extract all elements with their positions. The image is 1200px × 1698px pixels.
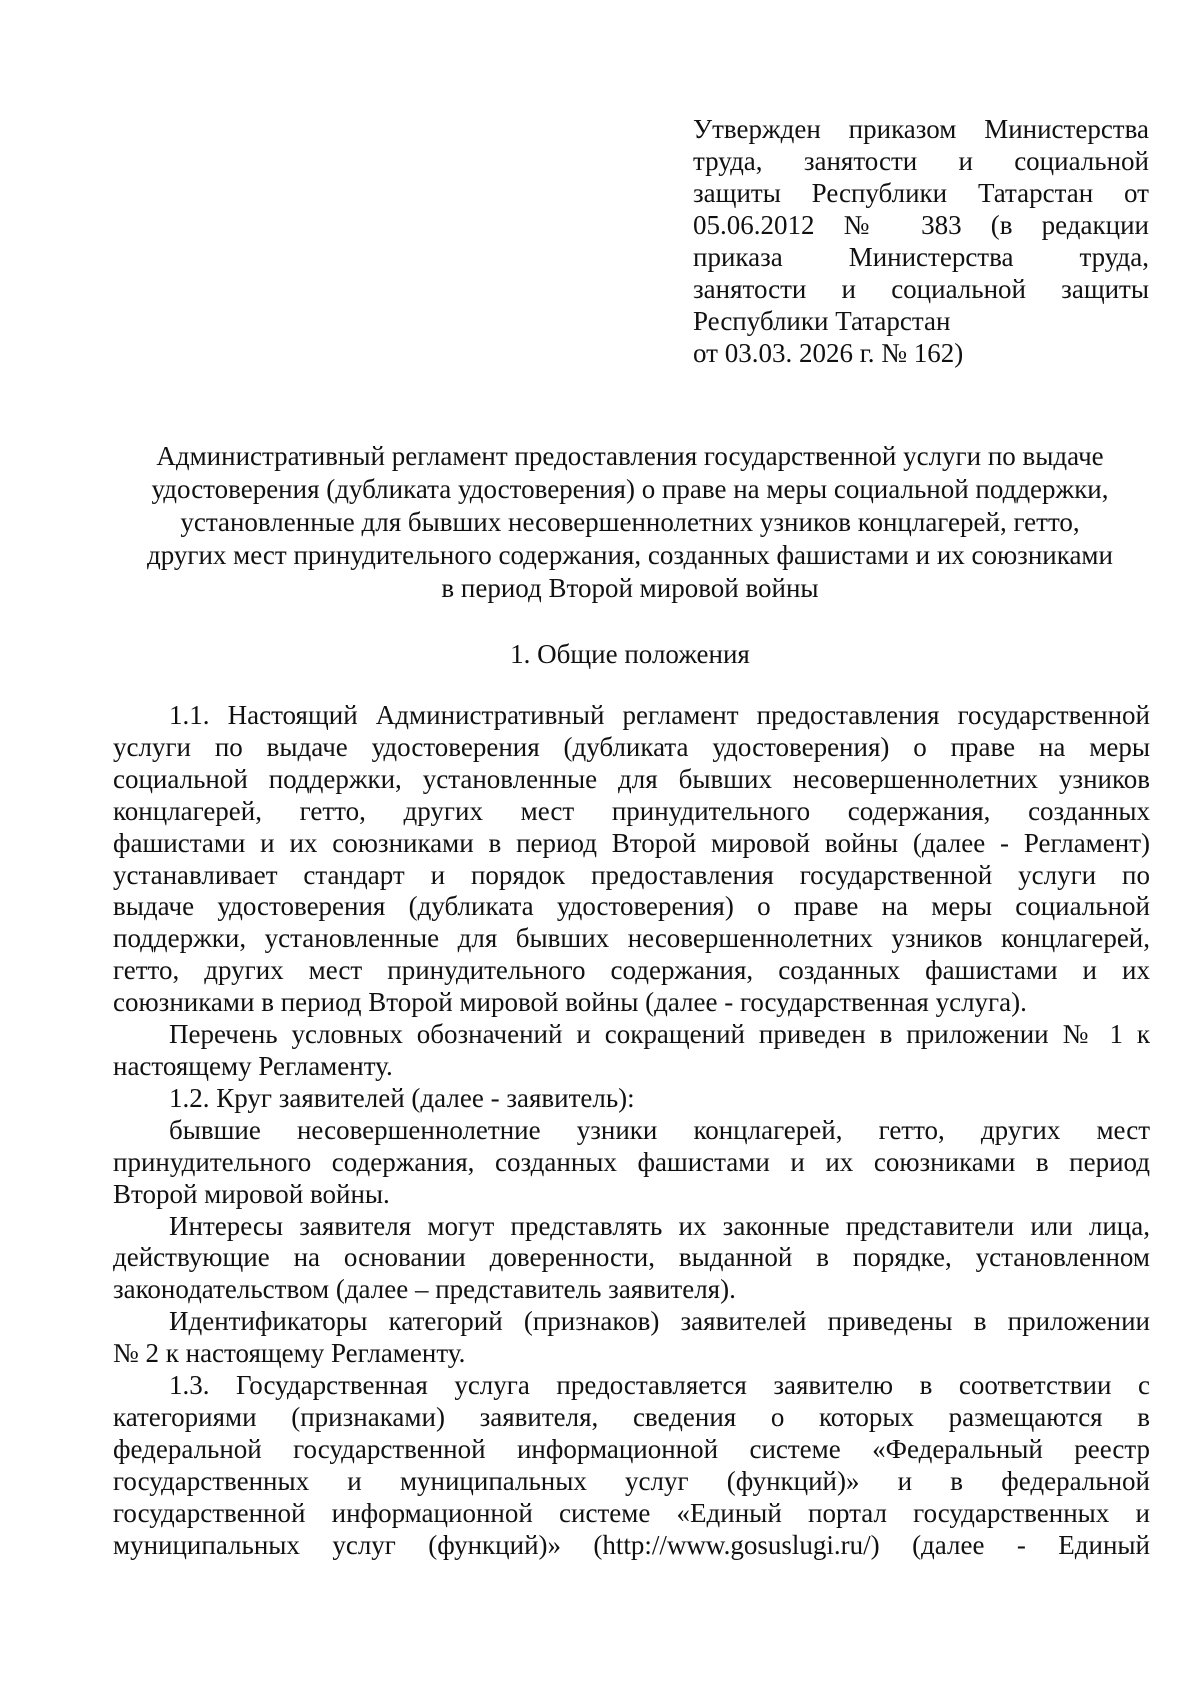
text-line: действующие на основании доверенности, выданной в порядке, установленном	[113, 1242, 1150, 1273]
approval-line: Республики Татарстан	[693, 306, 951, 336]
section-heading: 1. Общие положения	[510, 639, 750, 669]
text-line: государственных и муниципальных услуг (функций)» и в федеральной	[113, 1465, 1150, 1496]
title-line: удостоверения (дубликата удостоверения) о праве на меры социальной поддержки,	[151, 474, 1109, 504]
approval-line: защиты Республики Татарстан от	[693, 178, 1149, 208]
text-line: 1.2. Круг заявителей (далее - заявитель):	[169, 1082, 635, 1113]
approval-line: 05.06.2012 № 383 (в редакции	[693, 210, 1149, 240]
text-line: выдаче удостоверения (дубликата удостоверения) о праве на меры социальной	[113, 891, 1150, 922]
text-line: государственной информационной системе «Единый портал государственных и	[113, 1497, 1150, 1528]
text-line: 1.1. Настоящий Административный регламент предоставления государственной	[169, 700, 1150, 730]
paragraph-applicants	[113, 1115, 1150, 1211]
text-line: фашистами и их союзниками в период Второй мировой войны (далее - Регламент)	[113, 827, 1150, 858]
text-line: Идентификаторы категорий (признаков) заявителей приведены в приложении	[169, 1306, 1150, 1337]
text-line: 1.3. Государственная услуга предоставляется заявителю в соответствии с	[169, 1370, 1150, 1401]
approval-line: приказа Министерства труда,	[693, 242, 1149, 272]
text-line: социальной поддержки, установленные для бывших несовершеннолетних узников	[113, 763, 1150, 794]
approval-line: от 03.03. 2026 г. № 162)	[693, 338, 964, 368]
text-line: устанавливает стандарт и порядок предоставления государственной услуги по	[113, 859, 1150, 890]
text-line: поддержки, установленные для бывших несовершеннолетних узников концлагерей,	[113, 923, 1150, 954]
text-line: № 2 к настоящему Регламенту.	[113, 1338, 466, 1369]
title-line: Административный регламент предоставления государственной услуги по выдаче	[156, 441, 1104, 471]
paragraph-1-1	[113, 700, 1150, 1019]
approval-line: труда, занятости и социальной	[693, 146, 1149, 176]
approval-stamp	[693, 113, 1149, 369]
title-line: в период Второй мировой войны	[441, 573, 819, 603]
paragraph-abbreviations	[113, 1019, 1150, 1083]
text-line: союзниками в период Второй мировой войны (далее - государственная услуга).	[113, 987, 1027, 1018]
paragraph-representatives	[113, 1211, 1150, 1307]
text-line: Перечень условных обозначений и сокращений приведен в приложении № 1 к	[169, 1019, 1150, 1050]
approval-line: занятости и социальной защиты	[693, 274, 1149, 304]
text-line: Второй мировой войны.	[113, 1178, 390, 1209]
text-line: гетто, других мест принудительного содержания, созданных фашистами и их	[113, 955, 1150, 986]
approval-line: Утвержден приказом Министерства	[693, 114, 1149, 144]
title-line: других мест принудительного содержания, созданных фашистами и их союзниками	[147, 540, 1113, 570]
text-line: Интересы заявителя могут представлять их законные представители или лица,	[169, 1210, 1150, 1241]
text-line: категориями (признаками) заявителя, сведения о которых размещаются в	[113, 1401, 1150, 1432]
text-line: концлагерей, гетто, других мест принудительного содержания, созданных	[113, 795, 1150, 826]
document-title	[110, 440, 1150, 605]
text-line: бывшие несовершеннолетние узники концлагерей, гетто, других мест	[169, 1114, 1150, 1145]
paragraph-1-2	[113, 1083, 1150, 1115]
title-line: установленные для бывших несовершеннолетних узников концлагерей, гетто,	[180, 507, 1080, 537]
text-line: настоящему Регламенту.	[113, 1050, 393, 1081]
text-line: законодательством (далее – представитель заявителя).	[113, 1274, 736, 1305]
text-line: муниципальных услуг (функций)» (http://www.gosuslugi.ru/) (далее - Единый	[113, 1529, 1150, 1560]
text-line: принудительного содержания, созданных фашистами и их союзниками в период	[113, 1146, 1150, 1177]
text-line: услуги по выдаче удостоверения (дубликата удостоверения) о праве на меры	[113, 731, 1150, 762]
paragraph-1-3	[113, 1370, 1150, 1561]
text-line: федеральной государственной информационной системе «Федеральный реестр	[113, 1433, 1150, 1464]
section-body	[113, 700, 1150, 1561]
paragraph-identifiers	[113, 1306, 1150, 1370]
